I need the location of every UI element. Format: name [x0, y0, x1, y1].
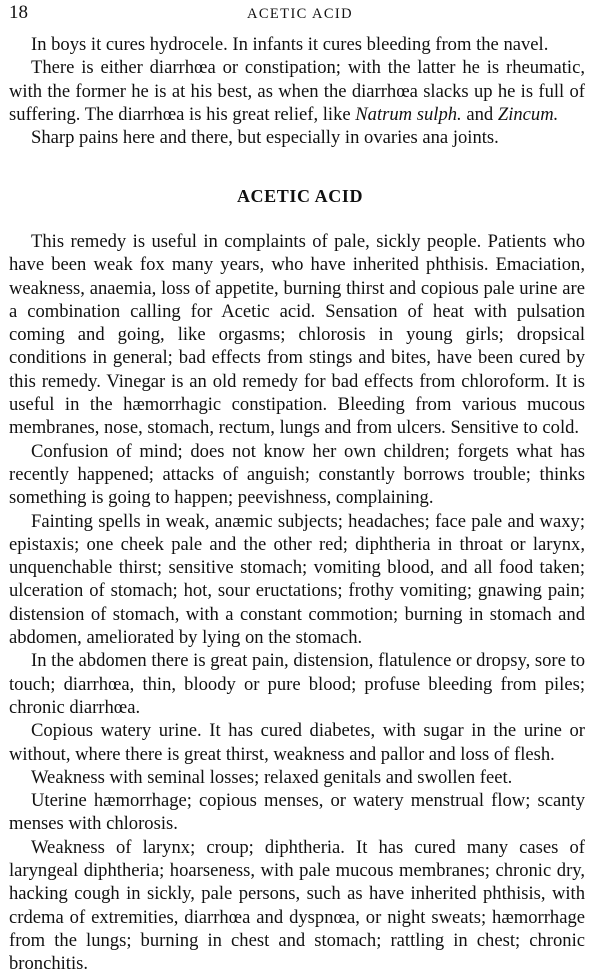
- paragraph: [9, 510, 585, 650]
- continued-text: [9, 33, 585, 149]
- paragraph-text: This remedy is useful in complaints of pale, sickly people. Patients who have been weak fox many years, who have inherited phthisis. Emaciation, weakness, anaemia, loss of appetite, burning thirst and copious pale urine are a combination calling for Acetic acid. Sensation of heat with pulsation coming and going, like orgasms; chlorosis in young girls; dropsical conditions in general; bad effects from stings and bites, have been cured by this remedy. Vinegar is an old remedy for bad effects from chloroform. It is useful in the hæmorrhagic constipation. Bleeding from various mucous membranes, nose, stomach, rectum, lungs and from ulcers. Sensitive to cold.: [9, 231, 585, 439]
- paragraph: [9, 649, 585, 719]
- paragraph: [9, 789, 585, 836]
- paragraph: [9, 230, 585, 440]
- paragraph-text: Confusion of mind; does not know her own children; forgets what has recently happened; attacks of anguish; constantly borrows trouble; thinks something is going to happen; peevishness, complaining.: [9, 440, 585, 509]
- italic-text: Zincum.: [497, 103, 559, 125]
- paragraph-text: Fainting spells in weak, anæmic subjects; headaches; face pale and waxy; epistaxis; one cheek pale and the other red; diphtheria in throat or larynx, unquenchable thirst; sensitive stomach; vomiting blood, and all food taken; ulceration of stomach; hot, sour eructations; frothy vomiting; gnawing pain; distension of stomach, with a constant commotion; burning in stomach and abdomen, ameliorated by lying on the stomach.: [9, 510, 585, 649]
- section-title: ACETIC ACID: [236, 186, 364, 206]
- section-body: [9, 230, 585, 976]
- paragraph-text: and: [461, 103, 498, 125]
- paragraph: [9, 56, 585, 126]
- paragraph: [9, 33, 585, 56]
- paragraph: [9, 440, 585, 510]
- paragraph-text: Copious watery urine. It has cured diabetes, with sugar in the urine or without, where there is great thirst, weakness and pallor and loss of flesh.: [9, 720, 585, 765]
- paragraph: [9, 719, 585, 766]
- paragraph: [9, 766, 585, 789]
- paragraph-text: Weakness with seminal losses; relaxed genitals and swollen feet.: [31, 766, 513, 788]
- paragraph-text: In the abdomen there is great pain, distension, flatulence or dropsy, sore to touch; diarrhœa, thin, bloody or pure blood; profuse bleeding from piles; chronic diarrhœa.: [9, 650, 585, 718]
- paragraph: [9, 836, 585, 976]
- paragraph-text: Weakness of larynx; croup; diphtheria. It has cured many cases of laryngeal diphtheria; hoarseness, with pale mucous membranes; chronic dry, hacking cough in sickly, pale persons, such as have inherited phthisis, with crdema of extremities, diarrhœa and dyspnœa, or night sweats; hæmorrhage from the lungs; burning in chest and stomach; rattling in chest; chronic bronchitis.: [9, 836, 585, 975]
- italic-text: Natrum sulph.: [355, 103, 462, 125]
- paragraph-text: There is either diarrhœa or constipation; with the latter he is rheumatic, with the former he is at his best, as when the diarrhœa slacks up he is full of suffering. The diarrhœa is his great relief, like: [9, 57, 585, 125]
- paragraph-text: Sharp pains here and there, but especially in ovaries ana joints.: [31, 127, 499, 149]
- running-head: ACETIC ACID: [246, 6, 354, 22]
- paragraph-text: In boys it cures hydrocele. In infants it cures bleeding from the navel.: [31, 34, 549, 55]
- paragraph: [9, 126, 585, 149]
- paragraph-text: Uterine hæmorrhage; copious menses, or watery menstrual flow; scanty menses with chlorosis.: [9, 790, 585, 835]
- page-number: 18: [9, 2, 28, 23]
